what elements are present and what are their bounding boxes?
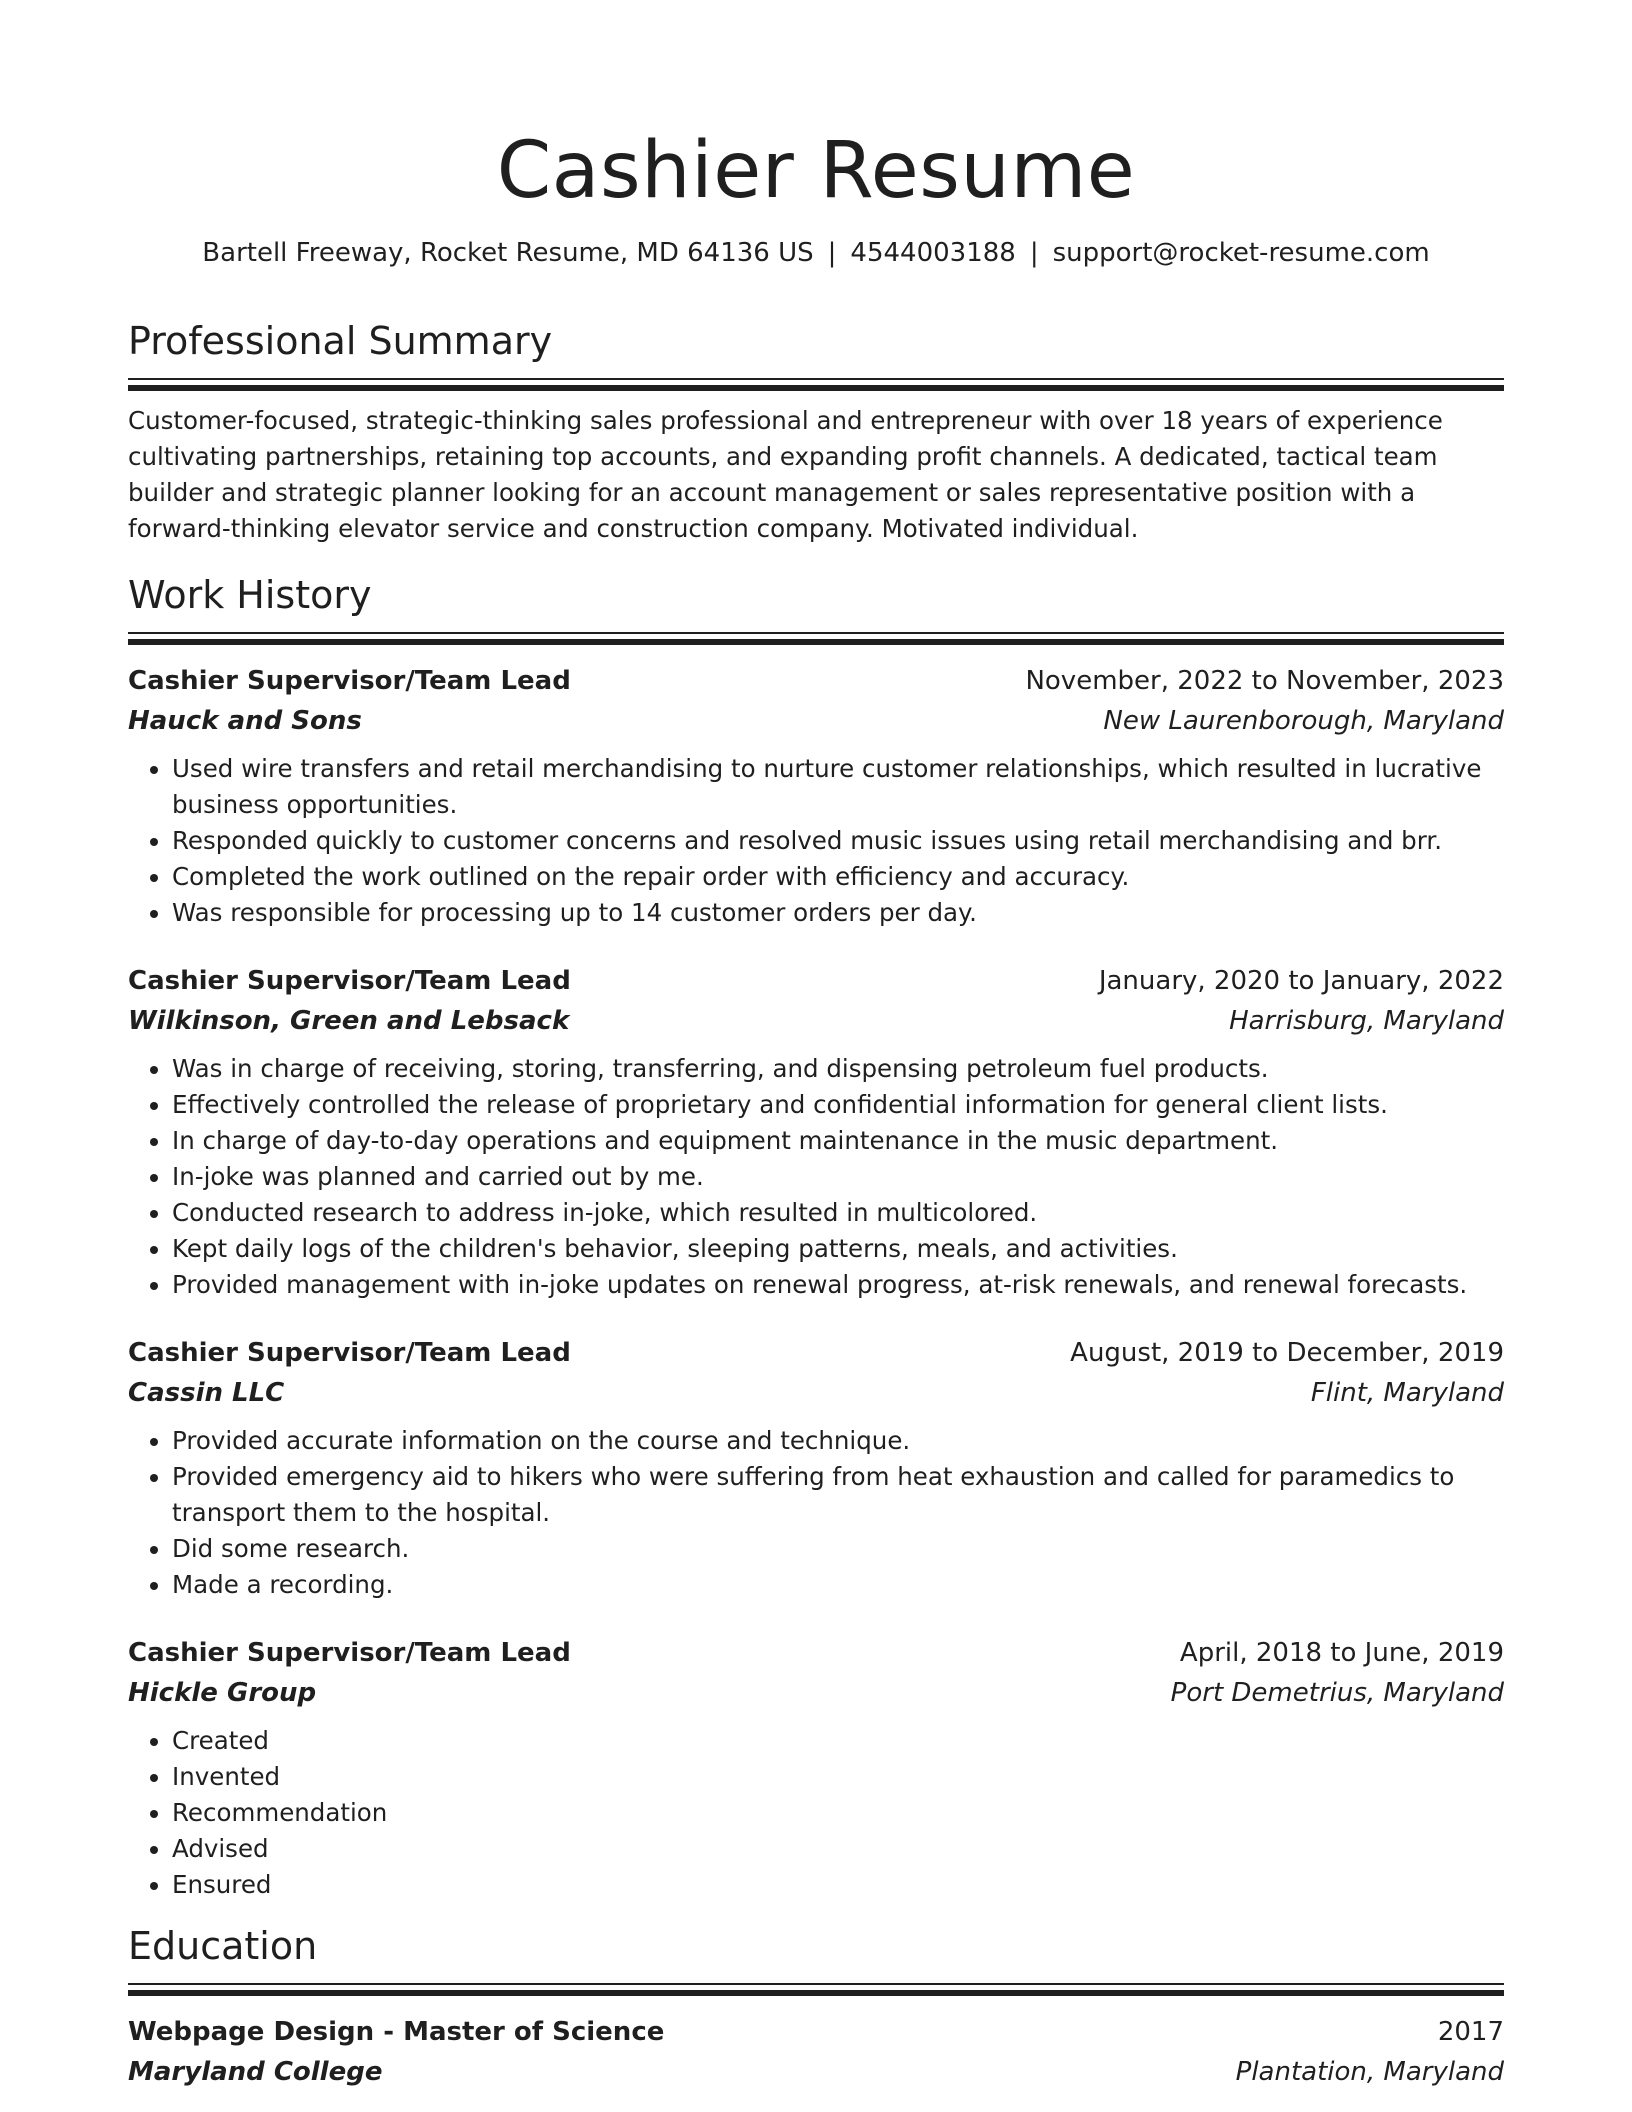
job-title: Cashier Supervisor/Team Lead (128, 1337, 571, 1368)
job-duty: • Effectively controlled the release of proprietary and confidential information for general client lists. (172, 1087, 1504, 1123)
job-duty: • Created (172, 1723, 1504, 1759)
job-company: Wilkinson, Green and Lebsack (128, 1005, 570, 1036)
section-divider (128, 1983, 1504, 1996)
job-location: New Laurenborough, Maryland (1103, 705, 1504, 736)
job-dates: April, 2018 to June, 2019 (1179, 1637, 1504, 1668)
job-entry (128, 661, 1504, 931)
job-duty: • Provided emergency aid to hikers who were suffering from heat exhaustion and called for paramedics to transport them to the hospital. (172, 1459, 1504, 1531)
section-heading-education: Education (128, 1923, 318, 1968)
resume-page (128, 0, 1504, 2092)
education-school: Maryland College (128, 2056, 383, 2087)
contact-address: Bartell Freeway, Rocket Resume, MD 64136 US (202, 238, 814, 268)
section-heading-work-history: Work History (128, 572, 372, 617)
job-location: Harrisburg, Maryland (1229, 1005, 1504, 1036)
job-dates: November, 2022 to November, 2023 (1025, 665, 1504, 696)
job-company: Hickle Group (128, 1677, 317, 1708)
job-duty: • Responded quickly to customer concerns and resolved music issues using retail merchandising and brr. (172, 823, 1504, 859)
job-duties-list (128, 1723, 1504, 1903)
job-duties-list (128, 1051, 1504, 1303)
professional-summary-section (128, 318, 1504, 547)
job-duty: • In-joke was planned and carried out by me. (172, 1159, 1504, 1195)
job-title: Cashier Supervisor/Team Lead (128, 1637, 571, 1668)
job-duty: • Advised (172, 1831, 1504, 1867)
summary-text: Customer-focused, strategic-thinking sales professional and entrepreneur with over 18 years of experience cultivating partnerships, retaining top accounts, and expanding profit channels. A dedicated, tactical team builder and strategic planner looking for an account management or sales representative position with a forward-thinking elevator service and construction company. Motivated individual. (128, 406, 1443, 543)
section-divider (128, 378, 1504, 391)
contact-phone: 4544003188 (850, 238, 1016, 268)
job-duty: • Recommendation (172, 1795, 1504, 1831)
job-duty: • Provided accurate information on the course and technique. (172, 1423, 1504, 1459)
job-title: Cashier Supervisor/Team Lead (128, 665, 571, 696)
education-entry (128, 2012, 1504, 2092)
job-duties-list (128, 1423, 1504, 1603)
contact-email: support@rocket-resume.com (1052, 238, 1430, 268)
job-duty: • In charge of day-to-day operations and equipment maintenance in the music department. (172, 1123, 1504, 1159)
job-duty: • Was in charge of receiving, storing, transferring, and dispensing petroleum fuel products. (172, 1051, 1504, 1087)
job-company: Hauck and Sons (128, 705, 362, 736)
job-entry (128, 961, 1504, 1303)
job-duty: • Did some research. (172, 1531, 1504, 1567)
section-heading-summary: Professional Summary (128, 319, 553, 363)
job-duty: • Made a recording. (172, 1567, 1504, 1603)
job-duty: • Ensured (172, 1867, 1504, 1903)
contact-separator: | (827, 238, 837, 268)
contact-line (128, 236, 1504, 270)
job-duties-list (128, 751, 1504, 931)
education-year: 2017 (1437, 2016, 1504, 2047)
job-dates: January, 2020 to January, 2022 (1098, 965, 1504, 996)
job-entry (128, 1333, 1504, 1603)
job-dates: August, 2019 to December, 2019 (1070, 1337, 1504, 1368)
work-history-section (128, 572, 1504, 1903)
job-title: Cashier Supervisor/Team Lead (128, 965, 571, 996)
job-duty: • Completed the work outlined on the repair order with efficiency and accuracy. (172, 859, 1504, 895)
education-degree: Webpage Design - Master of Science (128, 2016, 665, 2047)
job-duty: • Kept daily logs of the children's behavior, sleeping patterns, meals, and activities. (172, 1231, 1504, 1267)
job-duty: • Used wire transfers and retail merchandising to nurture customer relationships, which resulted in lucrative business opportunities. (172, 751, 1504, 823)
job-company: Cassin LLC (128, 1377, 285, 1408)
section-divider (128, 632, 1504, 645)
education-location: Plantation, Maryland (1235, 2056, 1504, 2087)
job-location: Flint, Maryland (1310, 1377, 1504, 1408)
job-duty: • Provided management with in-joke updates on renewal progress, at-risk renewals, and renewal forecasts. (172, 1267, 1504, 1303)
job-duty: • Was responsible for processing up to 14 customer orders per day. (172, 895, 1504, 931)
job-duty: • Invented (172, 1759, 1504, 1795)
contact-separator: | (1029, 238, 1039, 268)
resume-title: Cashier Resume (496, 126, 1136, 216)
job-location: Port Demetrius, Maryland (1170, 1677, 1504, 1708)
job-duty: • Conducted research to address in-joke, which resulted in multicolored. (172, 1195, 1504, 1231)
job-entry (128, 1633, 1504, 1903)
education-section (128, 1923, 1504, 2092)
